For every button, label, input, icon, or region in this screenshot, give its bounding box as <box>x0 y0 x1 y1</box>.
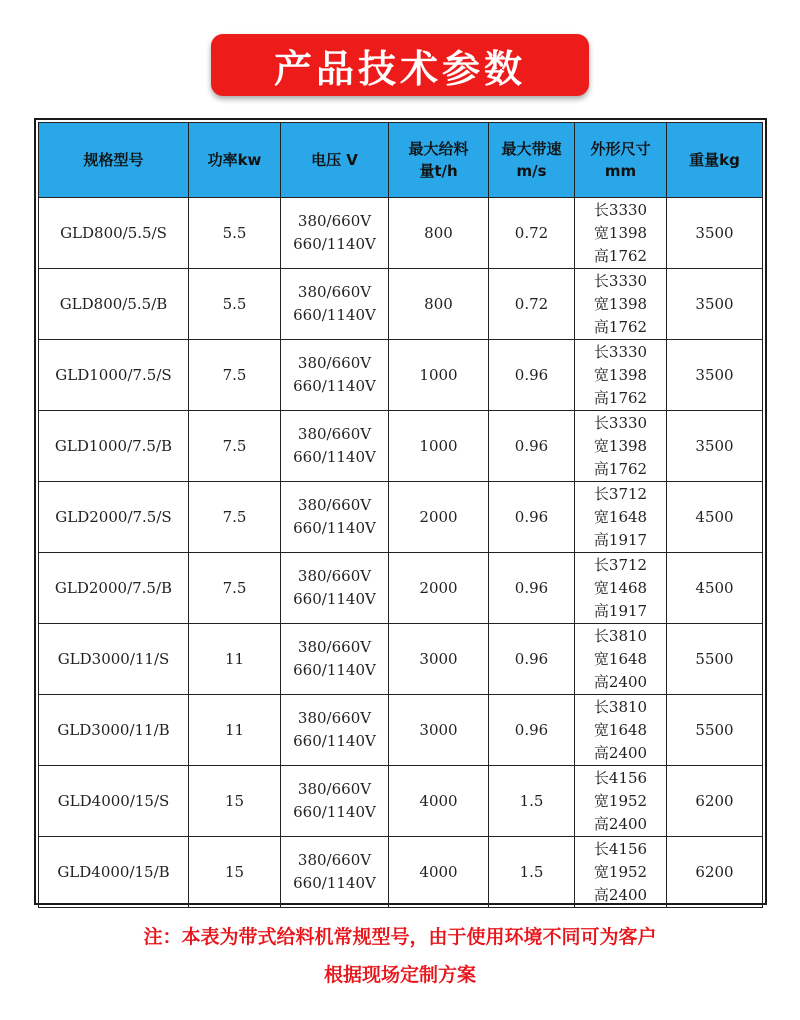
cell-voltage-line: 660/1140V <box>293 235 376 253</box>
header-text-line: 功率kw <box>207 151 262 169</box>
cell-speed: 0.72 <box>489 269 575 340</box>
cell-dimensions-line: 高1917 <box>593 530 648 549</box>
cell-dimensions-line: 长3712 <box>593 484 648 503</box>
cell-speed: 0.96 <box>489 482 575 553</box>
cell-power: 15 <box>189 837 281 908</box>
cell-dimensions-line: 高2400 <box>593 885 648 904</box>
cell-weight: 5500 <box>667 624 763 695</box>
cell-model: GLD1000/7.5/B <box>39 411 189 482</box>
cell-voltage <box>281 553 389 624</box>
cell-dimensions <box>575 340 667 411</box>
cell-power: 11 <box>189 695 281 766</box>
header-text-line: m/s <box>516 162 547 180</box>
cell-capacity: 2000 <box>389 553 489 624</box>
cell-dimensions-line: 高2400 <box>593 672 648 691</box>
header-text-line: 外形尺寸 <box>590 140 651 158</box>
header-capacity <box>389 123 489 198</box>
cell-speed: 0.96 <box>489 411 575 482</box>
header-text-line: 最大带速 <box>501 140 562 158</box>
cell-voltage <box>281 340 389 411</box>
cell-speed: 1.5 <box>489 837 575 908</box>
cell-dimensions <box>575 411 667 482</box>
cell-dimensions <box>575 837 667 908</box>
cell-weight: 4500 <box>667 553 763 624</box>
cell-capacity: 3000 <box>389 695 489 766</box>
cell-model: GLD800/5.5/B <box>39 269 189 340</box>
cell-voltage-line: 660/1140V <box>293 519 376 537</box>
cell-dimensions-line: 宽1648 <box>593 649 648 668</box>
cell-capacity: 800 <box>389 198 489 269</box>
cell-voltage-line: 380/660V <box>297 851 372 869</box>
cell-dimensions <box>575 198 667 269</box>
cell-dimensions-line: 宽1398 <box>593 223 648 242</box>
title-banner <box>211 34 589 96</box>
cell-voltage-line: 380/660V <box>297 425 372 443</box>
table-row <box>39 482 763 553</box>
cell-dimensions-line: 高1917 <box>593 601 648 620</box>
cell-power: 7.5 <box>189 411 281 482</box>
spec-table <box>38 122 763 908</box>
cell-dimensions <box>575 766 667 837</box>
cell-capacity: 4000 <box>389 837 489 908</box>
cell-dimensions-line: 长3330 <box>593 342 648 361</box>
cell-voltage-line: 380/660V <box>297 212 372 230</box>
cell-dimensions-line: 宽1952 <box>593 791 648 810</box>
table-row <box>39 695 763 766</box>
table-row <box>39 340 763 411</box>
cell-speed: 1.5 <box>489 766 575 837</box>
cell-dimensions-line: 长3810 <box>593 626 648 645</box>
cell-weight: 3500 <box>667 411 763 482</box>
cell-weight: 6200 <box>667 766 763 837</box>
cell-voltage-line: 660/1140V <box>293 661 376 679</box>
header-text-line: 最大给料 <box>408 140 469 158</box>
cell-weight: 3500 <box>667 340 763 411</box>
cell-dimensions-line: 长3330 <box>593 413 648 432</box>
cell-voltage-line: 380/660V <box>297 638 372 656</box>
cell-dimensions-line: 长3810 <box>593 697 648 716</box>
cell-capacity: 3000 <box>389 624 489 695</box>
cell-dimensions-line: 长3330 <box>593 200 648 219</box>
cell-dimensions-line: 宽1648 <box>593 720 648 739</box>
spec-table-frame <box>34 118 767 905</box>
cell-power: 5.5 <box>189 198 281 269</box>
footnote <box>30 918 770 994</box>
cell-dimensions <box>575 695 667 766</box>
cell-dimensions-line: 宽1648 <box>593 507 648 526</box>
cell-dimensions <box>575 553 667 624</box>
cell-dimensions-line: 宽1952 <box>593 862 648 881</box>
cell-voltage <box>281 695 389 766</box>
header-weight <box>667 123 763 198</box>
cell-model: GLD2000/7.5/B <box>39 553 189 624</box>
cell-power: 11 <box>189 624 281 695</box>
cell-dimensions-line: 宽1468 <box>593 578 648 597</box>
cell-voltage-line: 380/660V <box>297 496 372 514</box>
header-speed <box>489 123 575 198</box>
cell-voltage-line: 380/660V <box>297 709 372 727</box>
cell-power: 15 <box>189 766 281 837</box>
cell-dimensions-line: 长4156 <box>593 839 648 858</box>
header-text-line: 电压 V <box>311 151 358 169</box>
cell-weight: 4500 <box>667 482 763 553</box>
cell-capacity: 800 <box>389 269 489 340</box>
cell-speed: 0.96 <box>489 340 575 411</box>
cell-dimensions-line: 高1762 <box>593 317 648 336</box>
table-row <box>39 269 763 340</box>
cell-dimensions-line: 高2400 <box>593 814 648 833</box>
cell-dimensions-line: 长4156 <box>593 768 648 787</box>
header-text-line: mm <box>604 162 637 180</box>
cell-model: GLD800/5.5/S <box>39 198 189 269</box>
cell-voltage-line: 380/660V <box>297 567 372 585</box>
cell-model: GLD2000/7.5/S <box>39 482 189 553</box>
cell-voltage-line: 660/1140V <box>293 732 376 750</box>
header-dimensions <box>575 123 667 198</box>
footnote-line-1: 注：本表为带式给料机常规型号，由于使用环境不同可为客户 <box>143 926 657 948</box>
cell-model: GLD1000/7.5/S <box>39 340 189 411</box>
cell-power: 7.5 <box>189 340 281 411</box>
cell-model: GLD3000/11/B <box>39 695 189 766</box>
cell-power: 5.5 <box>189 269 281 340</box>
table-row <box>39 837 763 908</box>
cell-dimensions <box>575 624 667 695</box>
cell-voltage <box>281 198 389 269</box>
cell-model: GLD4000/15/S <box>39 766 189 837</box>
cell-dimensions <box>575 269 667 340</box>
cell-voltage <box>281 482 389 553</box>
cell-voltage-line: 660/1140V <box>293 306 376 324</box>
footnote-line-2: 根据现场定制方案 <box>323 964 476 986</box>
cell-speed: 0.96 <box>489 553 575 624</box>
cell-speed: 0.96 <box>489 624 575 695</box>
cell-speed: 0.96 <box>489 695 575 766</box>
cell-dimensions-line: 宽1398 <box>593 365 648 384</box>
cell-power: 7.5 <box>189 553 281 624</box>
cell-model: GLD3000/11/S <box>39 624 189 695</box>
cell-voltage <box>281 837 389 908</box>
cell-voltage-line: 660/1140V <box>293 874 376 892</box>
header-text-line: 重量kg <box>689 151 740 169</box>
cell-voltage-line: 380/660V <box>297 354 372 372</box>
cell-weight: 3500 <box>667 269 763 340</box>
cell-voltage-line: 660/1140V <box>293 377 376 395</box>
cell-capacity: 2000 <box>389 482 489 553</box>
table-row <box>39 198 763 269</box>
cell-weight: 5500 <box>667 695 763 766</box>
cell-dimensions-line: 高1762 <box>593 246 648 265</box>
cell-model: GLD4000/15/B <box>39 837 189 908</box>
header-model <box>39 123 189 198</box>
cell-dimensions-line: 高1762 <box>593 459 648 478</box>
cell-speed: 0.72 <box>489 198 575 269</box>
table-header-row <box>39 123 763 198</box>
cell-voltage-line: 660/1140V <box>293 803 376 821</box>
cell-capacity: 4000 <box>389 766 489 837</box>
header-power <box>189 123 281 198</box>
cell-weight: 3500 <box>667 198 763 269</box>
cell-dimensions-line: 宽1398 <box>593 436 648 455</box>
header-voltage <box>281 123 389 198</box>
table-body <box>39 198 763 908</box>
table-row <box>39 766 763 837</box>
cell-dimensions-line: 高1762 <box>593 388 648 407</box>
cell-capacity: 1000 <box>389 340 489 411</box>
cell-voltage-line: 380/660V <box>297 780 372 798</box>
cell-dimensions <box>575 482 667 553</box>
page-title: 产品技术参数 <box>273 46 526 91</box>
cell-weight: 6200 <box>667 837 763 908</box>
header-text-line: 规格型号 <box>83 151 144 169</box>
header-text-line: 量t/h <box>419 162 458 180</box>
cell-voltage-line: 380/660V <box>297 283 372 301</box>
cell-voltage-line: 660/1140V <box>293 590 376 608</box>
cell-dimensions-line: 高2400 <box>593 743 648 762</box>
cell-capacity: 1000 <box>389 411 489 482</box>
cell-voltage <box>281 269 389 340</box>
cell-dimensions-line: 长3330 <box>593 271 648 290</box>
table-row <box>39 624 763 695</box>
cell-voltage <box>281 624 389 695</box>
cell-dimensions-line: 宽1398 <box>593 294 648 313</box>
cell-power: 7.5 <box>189 482 281 553</box>
cell-voltage <box>281 766 389 837</box>
table-row <box>39 553 763 624</box>
cell-voltage-line: 660/1140V <box>293 448 376 466</box>
table-row <box>39 411 763 482</box>
cell-dimensions-line: 长3712 <box>593 555 648 574</box>
cell-voltage <box>281 411 389 482</box>
